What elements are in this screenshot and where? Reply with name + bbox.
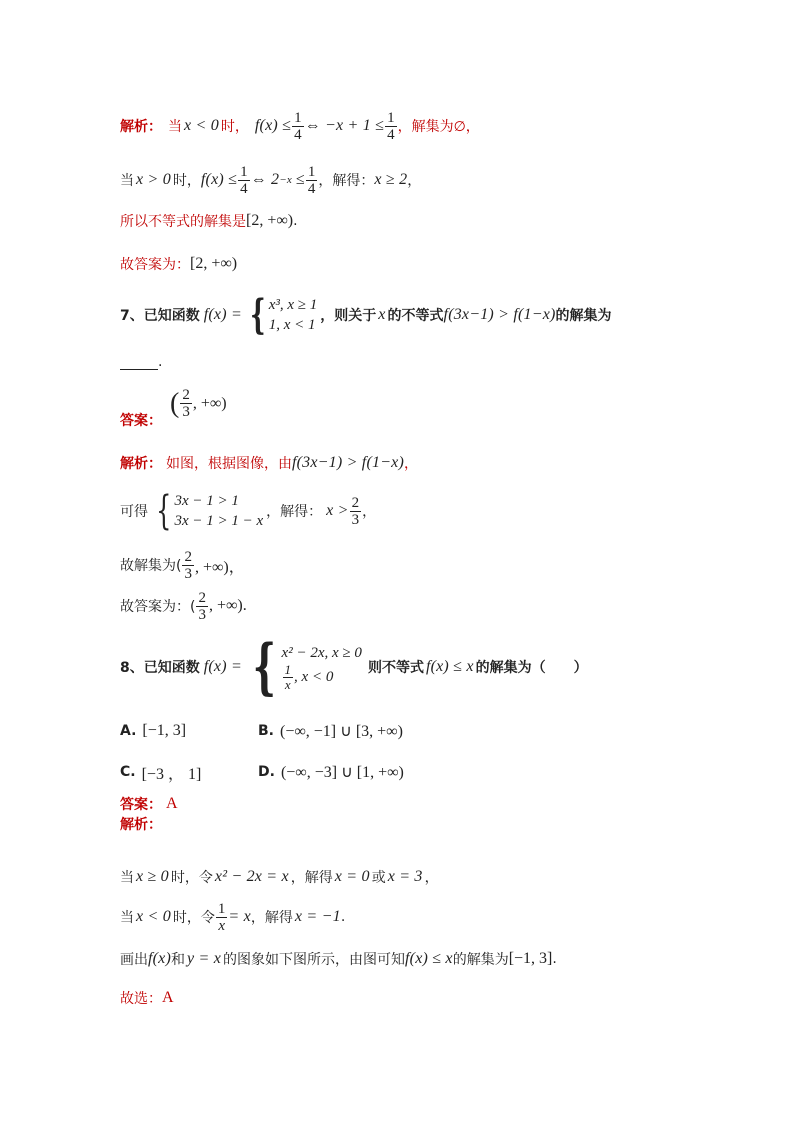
denominator: 4 [240,180,248,197]
text: 的解集为 [452,952,509,968]
explanation-label: 解析： [120,817,162,833]
case-row: 3x − 1 > 1 [174,493,239,509]
math: x > [326,502,349,519]
text: 故答案为： [120,257,190,273]
brace: { [156,488,172,534]
math: x = 3 [387,868,423,885]
q8-explanation-label [120,814,162,834]
case-row: x² − 2x, x ≥ 0 [281,644,362,661]
text: 时， [220,119,249,135]
fraction [216,901,228,934]
math: [−1, 3] [508,950,553,967]
text: ， [424,870,439,886]
text: ，解得 [290,870,333,886]
fraction [292,110,304,143]
text: 的解集为（ ） [475,660,588,676]
q8-options-row1 [120,718,403,744]
option-label: A. [120,723,137,739]
q7-explanation-line1 [120,448,418,478]
math: , +∞). [208,597,247,614]
brace: { [250,291,266,338]
numerator: 1 [284,661,292,677]
q8-explanation-line2 [120,897,345,937]
option-d[interactable] [258,762,404,782]
fraction [350,495,362,528]
fraction [196,590,208,623]
numerator: 2 [351,494,360,511]
fraction [385,110,397,143]
numerator: 1 [240,163,248,180]
denominator: 3 [198,606,206,623]
q8-explanation-line1 [120,864,439,890]
math: x² − 2x = x [214,868,289,885]
option-a[interactable] [120,722,258,740]
math: f(3x−1) > f(1−x) [292,454,404,471]
math: f(x) [148,950,172,967]
math: x ≥ 0 [136,868,169,885]
p6-explanation-line1 [120,104,480,148]
q8-stem [120,634,588,700]
text: 和 [171,952,186,968]
text: 故解集为( [120,558,182,574]
math: x [378,306,386,323]
text: ，解集为∅， [397,119,480,135]
option-c[interactable] [120,761,258,784]
q8-answer [120,794,178,814]
denominator: 4 [307,180,316,197]
math: x = −1 [294,908,341,925]
explanation-label: 解析： [120,456,162,472]
math: x ≥ 2 [374,171,408,188]
text: . [293,213,298,229]
text: 当 [168,119,182,135]
answer-label: 答案： [120,413,162,429]
math: f(x) ≤ [254,117,292,134]
q8-final-answer [120,986,174,1010]
math: f(x) ≤ x [405,950,453,967]
answer-label: 答案： [120,797,162,813]
text: ， [404,456,418,472]
text: . [158,354,163,370]
text: 可得 [120,504,148,520]
fraction [182,549,194,582]
denominator: x [218,917,225,934]
math: [2, +∞) [190,255,238,272]
math: ⇔ −x + 1 ≤ [304,117,385,134]
q7-blank-line [120,352,162,372]
math: x > 0 [136,171,171,188]
denominator: 4 [387,126,395,143]
denominator: 3 [184,565,192,582]
text: ，则关于 [320,308,377,324]
fraction [180,387,192,420]
numerator: 2 [182,387,190,403]
text: 当 [120,910,134,926]
math: f(x) ≤ x [425,658,474,675]
option-value: (−∞, −3] ∪ [1, +∞) [280,764,404,781]
case-row: x³, x ≥ 1 [268,297,318,313]
text: 或 [371,870,386,886]
numerator: 2 [184,548,192,565]
numerator: 1 [294,109,302,126]
text: . [552,951,557,967]
case-row: 1, x < 1 [268,317,316,333]
brace: { [252,632,276,702]
text: 当 [120,173,134,189]
piecewise [245,632,362,702]
fraction [306,164,318,197]
exponent: −x [279,174,292,186]
math: f(3x−1) > f(1−x) [443,306,556,323]
numerator: 2 [198,589,206,606]
text: 如图，根据图像，由 [166,456,292,472]
fraction [283,663,294,692]
p6-explanation-line2 [120,160,421,200]
math: ⇔ 2 [250,171,280,188]
math: x < 0 [184,117,219,134]
paren: ( [170,387,180,419]
text: 的解集为 [555,308,612,324]
text: ， [407,173,422,189]
option-value: [−1, 3] [142,722,187,739]
question-number: 8、已知函数 [120,660,200,676]
text: 故答案为：( [120,599,196,615]
q7-system-line [120,488,376,534]
math: x < 0 [136,908,171,925]
text: ，解得： [266,504,323,520]
text: , x < 0 [294,669,334,685]
explanation-label: 解析： [120,119,162,135]
q8-options-row2 [120,759,404,785]
piecewise [245,291,318,338]
option-label: B. [258,723,274,739]
math: f(x) ≤ [200,171,238,188]
text: ，解得 [250,910,293,926]
text: 时，令 [170,870,213,886]
option-label: C. [120,764,136,780]
q7-stem [120,290,612,340]
q7-final-answer-line [120,586,247,626]
denominator: x [284,676,291,692]
text: ， [362,504,377,520]
math: = x [228,908,251,925]
math: [2, +∞) [246,212,294,229]
text: 的不等式 [387,308,444,324]
q7-solution-line [120,545,245,585]
q8-explanation-line3 [120,946,557,972]
option-value: (−∞, −1] ∪ [3, +∞) [280,723,403,740]
text: 的图象如下图所示，由图可知 [223,952,406,968]
text: 当 [120,870,134,886]
numerator: 1 [387,109,395,126]
p6-answer-line [120,250,237,278]
answer-value: A [162,989,174,1006]
fraction [238,164,250,197]
case-row [282,663,362,692]
option-value: [−3 ， 1] [141,765,202,783]
math: ≤ [295,171,305,188]
case-row: 3x − 1 > 1 − x [174,513,264,529]
math: f(x) = [203,658,242,675]
denominator: 3 [182,404,190,420]
text: 时， [172,173,201,189]
text: ，解得： [318,173,375,189]
q7-answer [120,384,227,432]
text: 故选： [120,991,162,1007]
denominator: 4 [294,126,302,143]
text: 画出 [120,952,148,968]
answer-value [170,387,227,420]
text: 则不等式 [367,660,424,676]
math: , +∞)， [194,558,245,576]
math: y = x [187,950,222,967]
answer-value: A [166,795,178,812]
answer-blank [120,355,158,370]
system-of-inequalities [151,488,264,534]
option-b[interactable] [258,721,403,741]
denominator: 3 [351,511,360,528]
numerator: 1 [307,163,316,180]
p6-explanation-line3 [120,207,298,235]
text: 所以不等式的解集是 [120,214,246,230]
numerator: 1 [217,900,226,917]
math: , +∞) [192,394,227,412]
text: . [340,909,346,925]
math: f(x) = [203,306,242,323]
text: 时，令 [172,910,215,926]
question-number: 7、已知函数 [120,308,200,324]
option-label: D. [258,764,275,780]
math: x = 0 [334,868,370,885]
